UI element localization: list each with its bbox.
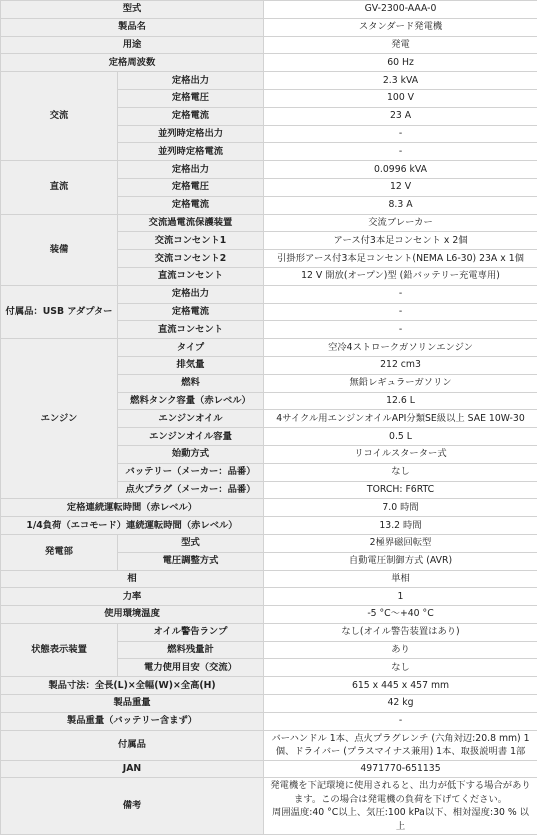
row-value: 空冷4ストロークガソリンエンジン [264,339,537,357]
row-label: 相 [1,570,264,588]
row-label: バッテリー（メーカー：品番） [118,463,264,481]
row-value: 引掛形アース付3本足コンセント(NEMA L6-30) 23A x 1個 [264,250,537,268]
row-value: 1 [264,588,537,606]
row-label: 直流コンセント [118,321,264,339]
row-label: 並列時定格出力 [118,125,264,143]
row-label: タイプ [118,339,264,357]
row-value: - [264,285,537,303]
row-value: 42 kg [264,695,537,713]
row-value: TORCH: F6RTC [264,481,537,499]
table-row [1,214,537,232]
row-label: 定格出力 [118,161,264,179]
row-label: 定格電流 [118,303,264,321]
row-label: 1/4負荷（エコモード）連続運転時間（赤レベル） [1,517,264,535]
table-row [1,499,537,517]
accessories-label: 付属品 [1,730,264,760]
group-label-equipment: 装備 [1,214,118,285]
row-label: 定格電流 [118,196,264,214]
row-value: なし [264,463,537,481]
row-value: 23 A [264,107,537,125]
row-label: 交流コンセント2 [118,250,264,268]
row-label: オイル警告ランプ [118,623,264,641]
table-row [1,712,537,730]
row-label: 燃料タンク容量（赤レベル） [118,392,264,410]
row-label: エンジンオイル [118,410,264,428]
row-value: 4サイクル用エンジンオイルAPI分類SE級以上 SAE 10W-30 [264,410,537,428]
row-label: 燃料残量計 [118,641,264,659]
row-label: 使用環境温度 [1,606,264,624]
row-label: 定格出力 [118,285,264,303]
row-value: - [264,303,537,321]
row-value: リコイルスターター式 [264,445,537,463]
table-row [1,623,537,641]
row-label: 型式 [118,534,264,552]
row-value: - [264,712,537,730]
row-value: なし [264,659,537,677]
row-value: 12 V 開放(オープン)型 (鉛バッテリー充電専用) [264,267,537,285]
table-row [1,730,537,760]
row-label: 製品名 [1,18,264,36]
table-row [1,18,537,36]
table-row [1,570,537,588]
row-label: 点火プラグ（メーカー：品番） [118,481,264,499]
table-row [1,695,537,713]
table-row [1,54,537,72]
table-row [1,606,537,624]
row-label: 排気量 [118,356,264,374]
row-value: - [264,321,537,339]
row-label: 定格電流 [118,107,264,125]
row-label: 電圧調整方式 [118,552,264,570]
row-label: 燃料 [118,374,264,392]
row-label: 定格出力 [118,72,264,90]
table-row [1,339,537,357]
table-row [1,1,537,19]
row-value: 2極界磁回転型 [264,534,537,552]
row-value: スタンダード発電機 [264,18,537,36]
table-row [1,72,537,90]
table-row [1,778,537,835]
row-label: 定格電圧 [118,178,264,196]
row-value: 0.0996 kVA [264,161,537,179]
jan-label: JAN [1,760,264,778]
row-value: 単相 [264,570,537,588]
row-value: 自動電圧制御方式 (AVR) [264,552,537,570]
jan-value: 4971770-651135 [264,760,537,778]
table-row [1,36,537,54]
table-row [1,161,537,179]
table-row [1,588,537,606]
row-value: 交流ブレーカー [264,214,537,232]
remarks-value [264,778,537,835]
row-value: 12.6 L [264,392,537,410]
row-value: 2.3 kVA [264,72,537,90]
row-label: 製品重量（バッテリー含まず） [1,712,264,730]
row-value: 212 cm3 [264,356,537,374]
row-label: 定格電圧 [118,89,264,107]
group-label-usb: 付属品：USB アダプター [1,285,118,338]
row-value: 発電 [264,36,537,54]
row-label: 交流過電流保護装置 [118,214,264,232]
group-label-status: 状態表示装置 [1,623,118,676]
table-row [1,677,537,695]
remarks-line: 発電機を下記環境に使用されると、出力が低下する場合があります。この場合は発電機の負荷を下げてください。 [268,779,533,806]
row-value: 無鉛レギュラーガソリン [264,374,537,392]
row-label: 直流コンセント [118,267,264,285]
table-row [1,534,537,552]
group-label-ac: 交流 [1,72,118,161]
row-label: 用途 [1,36,264,54]
row-value: - [264,125,537,143]
row-label: 型式 [1,1,264,19]
row-label: 始動方式 [118,445,264,463]
group-label-engine: エンジン [1,339,118,499]
row-value: アース付3本足コンセント x 2個 [264,232,537,250]
row-value: 60 Hz [264,54,537,72]
row-value: - [264,143,537,161]
group-label-generator: 発電部 [1,534,118,570]
row-value: 8.3 A [264,196,537,214]
table-row [1,517,537,535]
row-label: 定格連続運転時間（赤レベル） [1,499,264,517]
row-label: 製品寸法：全長(L)×全幅(W)×全高(H) [1,677,264,695]
row-value: なし(オイル警告装置はあり) [264,623,537,641]
row-value: あり [264,641,537,659]
row-label: 交流コンセント1 [118,232,264,250]
table-row [1,285,537,303]
row-value: 100 V [264,89,537,107]
row-value: 7.0 時間 [264,499,537,517]
group-label-dc: 直流 [1,161,118,214]
row-value: GV-2300-AAA-0 [264,1,537,19]
row-value: 13.2 時間 [264,517,537,535]
row-value: 12 V [264,178,537,196]
row-label: 電力使用目安（交流） [118,659,264,677]
remarks-label: 備考 [1,778,264,835]
row-value: -5 °C～+40 °C [264,606,537,624]
row-label: 並列時定格電流 [118,143,264,161]
row-label: エンジンオイル容量 [118,428,264,446]
remarks-line: 周囲温度:40 °C以上、気圧:100 kPa以下、相対湿度:30 % 以上 [268,806,533,833]
table-row [1,760,537,778]
row-label: 製品重量 [1,695,264,713]
row-label: 定格周波数 [1,54,264,72]
row-value: 615 x 445 x 457 mm [264,677,537,695]
accessories-value: バーハンドル 1本、点火プラグレンチ (六角対辺:20.8 mm) 1個、ドライバー (プラスマイナス兼用) 1本、取扱説明書 1部 [264,730,537,760]
row-value: 0.5 L [264,428,537,446]
row-label: 力率 [1,588,264,606]
